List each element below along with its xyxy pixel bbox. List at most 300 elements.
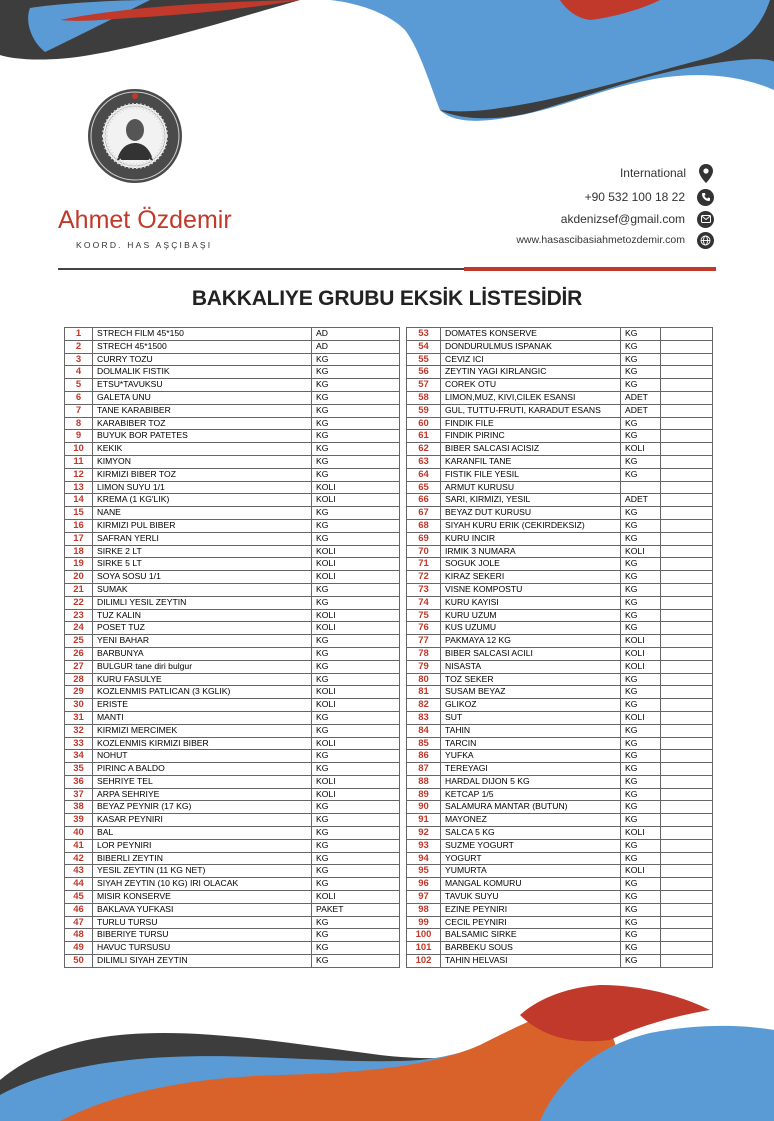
item-unit: KOLI [312,609,400,622]
item-unit: KG [312,839,400,852]
item-name: SIRKE 5 LT [93,558,312,571]
item-number: 83 [407,711,441,724]
chef-logo [87,88,183,184]
table-row [65,532,400,545]
item-number: 18 [65,545,93,558]
item-name: BUYUK BOR PATETES [93,430,312,443]
item-unit: KG [312,916,400,929]
item-name: ERISTE [93,699,312,712]
item-unit: KG [621,340,661,353]
item-number: 19 [65,558,93,571]
item-number: 75 [407,609,441,622]
item-name: KUS UZUMU [441,622,621,635]
table-row [407,891,713,904]
table-row [407,379,713,392]
item-number: 15 [65,507,93,520]
item-note-cell [661,955,713,968]
item-number: 71 [407,558,441,571]
table-row [407,673,713,686]
item-number: 90 [407,801,441,814]
table-row [407,763,713,776]
item-name: TOZ SEKER [441,673,621,686]
item-number: 11 [65,455,93,468]
item-name: PIRINC A BALDO [93,763,312,776]
item-note-cell [661,443,713,456]
item-name: ARMUT KURUSU [441,481,621,494]
contact-location [620,163,714,183]
item-unit: KOLI [312,699,400,712]
item-note-cell [661,635,713,648]
item-number: 35 [65,763,93,776]
item-note-cell [661,711,713,724]
table-row [65,519,400,532]
item-unit: KG [621,532,661,545]
item-number: 34 [65,750,93,763]
item-note-cell [661,391,713,404]
item-name: KURU UZUM [441,609,621,622]
item-note-cell [661,340,713,353]
item-unit: KOLI [621,443,661,456]
item-number: 17 [65,532,93,545]
item-name: NANE [93,507,312,520]
item-number: 33 [65,737,93,750]
contact-phone [585,187,714,207]
table-row [407,788,713,801]
item-name: CECIL PEYNIRI [441,916,621,929]
item-unit: KG [621,839,661,852]
item-note-cell [661,379,713,392]
item-name: DILIMLI YESIL ZEYTIN [93,596,312,609]
item-name: KIMYON [93,455,312,468]
table-row [65,481,400,494]
table-row [407,328,713,341]
item-name: BARBUNYA [93,647,312,660]
table-row [407,878,713,891]
item-unit: KG [312,596,400,609]
item-name: POSET TUZ [93,622,312,635]
table-row [407,916,713,929]
item-number: 2 [65,340,93,353]
item-name: PAKMAYA 12 KG [441,635,621,648]
item-unit: KG [621,353,661,366]
item-number: 20 [65,571,93,584]
item-unit: KG [621,519,661,532]
item-number: 22 [65,596,93,609]
item-name: YOGURT [441,852,621,865]
item-number: 62 [407,443,441,456]
item-note-cell [661,865,713,878]
item-number: 23 [65,609,93,622]
item-name: LIMON,MUZ, KIVI,CILEK ESANSI [441,391,621,404]
item-unit: KG [312,443,400,456]
item-unit: KG [312,711,400,724]
item-unit: KG [621,852,661,865]
table-row [407,507,713,520]
item-note-cell [661,519,713,532]
item-unit: KG [312,660,400,673]
item-name: BAL [93,827,312,840]
item-unit: KG [621,609,661,622]
item-name: SOYA SOSU 1/1 [93,571,312,584]
globe-icon [697,232,714,249]
item-unit: KG [312,455,400,468]
item-name: YENI BAHAR [93,635,312,648]
item-note-cell [661,596,713,609]
table-row [407,750,713,763]
item-number: 3 [65,353,93,366]
table-row [407,583,713,596]
item-name: DONDURULMUS ISPANAK [441,340,621,353]
item-note-cell [661,686,713,699]
item-number: 4 [65,366,93,379]
item-note-cell [661,571,713,584]
item-name: FINDIK FILE [441,417,621,430]
item-number: 80 [407,673,441,686]
table-row [407,737,713,750]
item-unit: KG [621,737,661,750]
item-unit: KG [312,763,400,776]
item-number: 79 [407,660,441,673]
item-unit: KG [621,942,661,955]
item-unit: KOLI [621,827,661,840]
item-number: 74 [407,596,441,609]
item-name: KOZLENMIS KIRMIZI BIBER [93,737,312,750]
table-row [65,379,400,392]
item-name: DOLMALIK FISTIK [93,366,312,379]
table-row [65,801,400,814]
email-icon [697,211,714,228]
item-number: 13 [65,481,93,494]
item-name: HARDAL DIJON 5 KG [441,775,621,788]
item-unit: KG [312,532,400,545]
item-unit: KOLI [621,865,661,878]
item-unit [621,481,661,494]
item-name: COREK OTU [441,379,621,392]
item-number: 98 [407,903,441,916]
items-table-right [406,327,713,968]
item-name: TEREYAGI [441,763,621,776]
item-unit: KOLI [312,775,400,788]
item-number: 40 [65,827,93,840]
item-name: SIYAH KURU ERIK (CEKIRDEKSIZ) [441,519,621,532]
table-row [407,647,713,660]
item-name: KREMA (1 KG'LIK) [93,494,312,507]
item-name: STRECH FILM 45*150 [93,328,312,341]
item-unit: KG [621,622,661,635]
table-row [65,737,400,750]
item-number: 49 [65,942,93,955]
item-unit: KG [621,558,661,571]
table-row [65,673,400,686]
item-note-cell [661,929,713,942]
item-unit: KG [621,571,661,584]
email-text: akdenizsef@gmail.com [560,212,685,226]
divider-line [58,268,464,270]
items-table-left [64,327,400,968]
table-row [407,340,713,353]
item-unit: KG [312,878,400,891]
item-name: MAYONEZ [441,814,621,827]
item-unit: KG [621,673,661,686]
item-number: 21 [65,583,93,596]
table-row [407,353,713,366]
item-unit: KG [312,955,400,968]
item-name: GUL, TUTTU-FRUTI, KARADUT ESANS [441,404,621,417]
table-row [407,660,713,673]
item-name: ZEYTIN YAGI KIRLANGIC [441,366,621,379]
item-unit: KG [621,929,661,942]
table-row [65,647,400,660]
item-unit: KG [312,750,400,763]
item-number: 50 [65,955,93,968]
item-name: HAVUC TURSUSU [93,942,312,955]
table-row [65,955,400,968]
item-unit: KG [312,647,400,660]
item-number: 7 [65,404,93,417]
item-note-cell [661,430,713,443]
item-name: CEVIZ ICI [441,353,621,366]
item-unit: KG [312,353,400,366]
table-row [65,494,400,507]
item-number: 93 [407,839,441,852]
item-number: 66 [407,494,441,507]
item-unit: KG [312,430,400,443]
item-name: KEKIK [93,443,312,456]
item-number: 59 [407,404,441,417]
item-number: 16 [65,519,93,532]
table-row [65,622,400,635]
item-name: BIBER SALCASI ACILI [441,647,621,660]
item-unit: KG [621,750,661,763]
table-row [407,711,713,724]
accent-divider [464,267,716,271]
table-row [407,391,713,404]
table-row [65,455,400,468]
table-row [65,891,400,904]
location-text: International [619,166,686,180]
item-unit: KOLI [312,622,400,635]
item-number: 37 [65,788,93,801]
table-row [407,955,713,968]
item-number: 95 [407,865,441,878]
item-unit: PAKET [312,903,400,916]
item-name: SALAMURA MANTAR (BUTUN) [441,801,621,814]
table-row [407,545,713,558]
item-number: 61 [407,430,441,443]
table-row [65,391,400,404]
item-number: 9 [65,430,93,443]
table-row [65,507,400,520]
table-row [407,417,713,430]
item-number: 70 [407,545,441,558]
item-name: ARPA SEHRIYE [93,788,312,801]
item-name: FISTIK FILE YESIL [441,468,621,481]
item-unit: KG [312,929,400,942]
table-row [65,852,400,865]
item-name: KIRMIZI PUL BIBER [93,519,312,532]
table-row [65,366,400,379]
item-number: 45 [65,891,93,904]
item-name: TURLU TURSU [93,916,312,929]
item-unit: KG [312,942,400,955]
item-name: SUT [441,711,621,724]
table-row [407,404,713,417]
item-unit: KOLI [621,545,661,558]
item-number: 91 [407,814,441,827]
phone-icon [697,189,714,206]
item-name: KURU KAYISI [441,596,621,609]
item-note-cell [661,750,713,763]
table-row [407,571,713,584]
item-unit: KG [621,583,661,596]
table-row [65,916,400,929]
table-row [407,609,713,622]
item-note-cell [661,814,713,827]
item-unit: KG [312,379,400,392]
item-note-cell [661,775,713,788]
table-row [65,699,400,712]
item-number: 58 [407,391,441,404]
table-row [407,635,713,648]
item-note-cell [661,942,713,955]
item-name: NISASTA [441,660,621,673]
item-number: 72 [407,571,441,584]
item-unit: AD [312,328,400,341]
item-number: 24 [65,622,93,635]
table-row [407,455,713,468]
item-note-cell [661,532,713,545]
item-number: 76 [407,622,441,635]
table-row [65,775,400,788]
table-row [65,404,400,417]
item-number: 101 [407,942,441,955]
item-number: 48 [65,929,93,942]
item-number: 8 [65,417,93,430]
item-note-cell [661,737,713,750]
item-note-cell [661,609,713,622]
item-unit: KOLI [312,481,400,494]
item-name: SALCA 5 KG [441,827,621,840]
item-unit: KG [621,328,661,341]
item-number: 77 [407,635,441,648]
table-row [65,417,400,430]
item-number: 78 [407,647,441,660]
brand-name: Ahmet Özdemir [58,206,232,234]
table-row [65,558,400,571]
item-unit: KG [621,379,661,392]
item-number: 86 [407,750,441,763]
table-row [407,865,713,878]
item-number: 25 [65,635,93,648]
item-name: NOHUT [93,750,312,763]
phone-text: +90 532 100 18 22 [584,190,685,204]
item-unit: KG [312,852,400,865]
item-name: SAFRAN YERLI [93,532,312,545]
item-note-cell [661,545,713,558]
table-row [407,801,713,814]
item-number: 87 [407,763,441,776]
table-row [407,839,713,852]
table-row [65,635,400,648]
item-number: 30 [65,699,93,712]
item-unit: ADET [621,404,661,417]
item-number: 102 [407,955,441,968]
item-number: 67 [407,507,441,520]
item-unit: KG [621,775,661,788]
item-name: LOR PEYNIRI [93,839,312,852]
item-note-cell [661,801,713,814]
table-row [65,468,400,481]
item-note-cell [661,468,713,481]
item-note-cell [661,481,713,494]
item-name: BIBERLI ZEYTIN [93,852,312,865]
item-number: 81 [407,686,441,699]
item-name: KURU FASULYE [93,673,312,686]
item-note-cell [661,583,713,596]
table-row [65,942,400,955]
item-number: 31 [65,711,93,724]
item-unit: KG [621,686,661,699]
item-name: GALETA UNU [93,391,312,404]
item-name: TAHIN HELVASI [441,955,621,968]
item-unit: KG [312,865,400,878]
table-row [407,558,713,571]
item-number: 36 [65,775,93,788]
item-number: 88 [407,775,441,788]
item-unit: KG [312,724,400,737]
item-unit: KOLI [312,737,400,750]
item-name: SOGUK JOLE [441,558,621,571]
item-note-cell [661,788,713,801]
item-name: KARABIBER TOZ [93,417,312,430]
item-number: 82 [407,699,441,712]
table-row [65,660,400,673]
item-number: 32 [65,724,93,737]
table-row [407,775,713,788]
item-note-cell [661,647,713,660]
item-name: KIRAZ SEKERI [441,571,621,584]
table-row [407,481,713,494]
item-name: FINDIK PIRINC [441,430,621,443]
table-row [407,903,713,916]
item-name: BEYAZ DUT KURUSU [441,507,621,520]
item-unit: KOLI [621,660,661,673]
item-number: 54 [407,340,441,353]
item-name: TANE KARABIBER [93,404,312,417]
item-number: 27 [65,660,93,673]
contact-website [516,230,714,250]
item-unit: KG [312,635,400,648]
item-number: 28 [65,673,93,686]
item-name: SUSAM BEYAZ [441,686,621,699]
item-note-cell [661,699,713,712]
item-name: LIMON SUYU 1/1 [93,481,312,494]
item-unit: KG [621,366,661,379]
item-name: KETCAP 1/5 [441,788,621,801]
item-unit: KG [621,430,661,443]
item-unit: KG [621,507,661,520]
item-name: VISNE KOMPOSTU [441,583,621,596]
item-number: 92 [407,827,441,840]
item-number: 5 [65,379,93,392]
table-row [65,571,400,584]
table-row [65,903,400,916]
table-row [407,532,713,545]
item-note-cell [661,622,713,635]
item-name: TARCIN [441,737,621,750]
item-unit: KG [621,763,661,776]
item-note-cell [661,878,713,891]
